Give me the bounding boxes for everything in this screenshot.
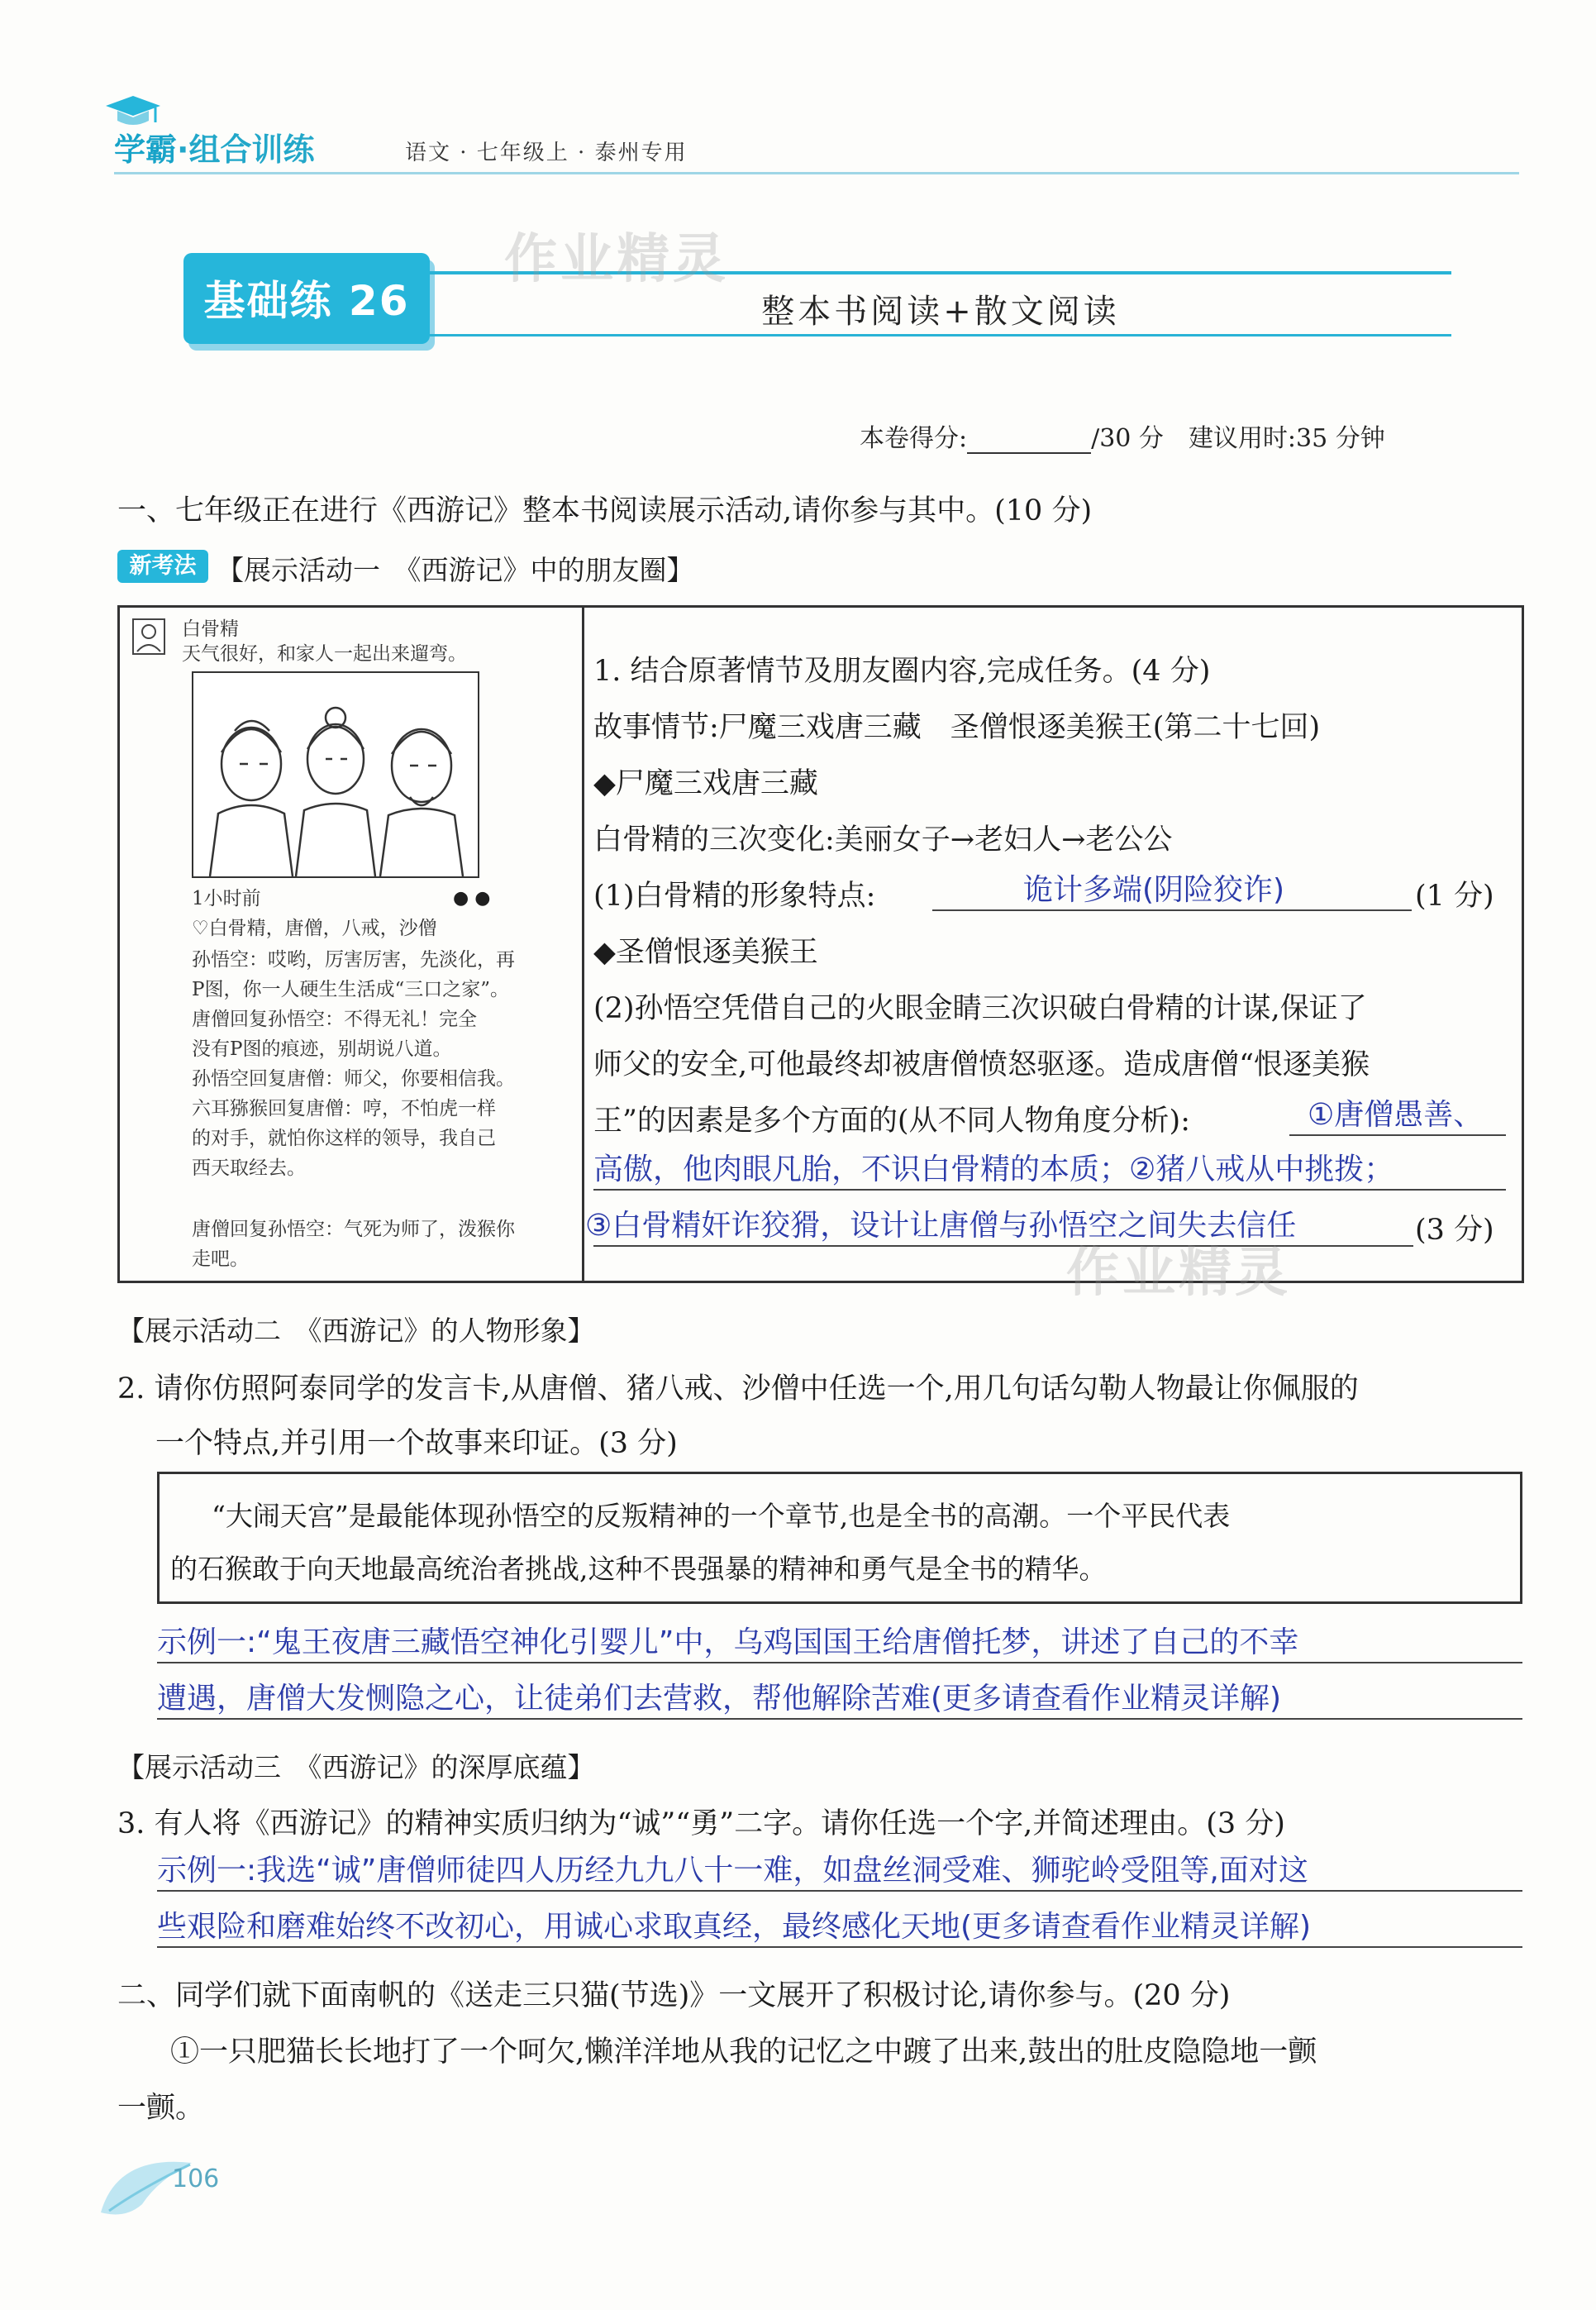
q1-part2-text: (2)孙悟空凭借自己的火眼金睛三次识破白骨精的计谋,保证了	[593, 992, 1367, 1025]
sample-card-text: “大闹天宫”是最能体现孙悟空的反叛精神的一个章节,也是全书的高潮。一个平民代表	[212, 1500, 1231, 1532]
banner-rule-bottom	[430, 334, 1451, 336]
q3-prompt: 3. 有人将《西游记》的精神实质归纳为“诚”“勇”二字。请你任选一个字,并简述理由。(3 分)	[117, 1807, 1285, 1840]
answer-line	[157, 1662, 1522, 1663]
watermark: 作业精灵	[1066, 1243, 1291, 1304]
answer-line	[157, 1718, 1522, 1720]
family-photo	[192, 671, 479, 878]
moments-comment: 走吧。	[192, 1248, 249, 1270]
moments-comment: 六耳猕猴回复唐僧：哼，不怕虎一样	[192, 1098, 496, 1119]
q1-part2-text: 师父的安全,可他最终却被唐僧愤怒驱逐。造成唐僧“恨逐美猴	[593, 1048, 1370, 1081]
moments-comment: 孙悟空：哎哟，厉害厉害，先淡化，再	[192, 949, 515, 971]
passage-paragraph: ①一只肥猫长长地打了一个呵欠,懒洋洋地从我的记忆之中踱了出来,鼓出的肚皮隐隐地一颤	[170, 2036, 1317, 2069]
q2-answer[interactable]: 示例一:“鬼王夜唐三藏悟空神化引婴儿”中，乌鸡国国王给唐僧托梦，讲述了自己的不幸	[157, 1625, 1299, 1659]
new-method-tag: 新考法	[117, 550, 208, 583]
activity2-title: 【展示活动二 《西游记》的人物形象】	[117, 1315, 595, 1347]
moments-comment: 的对手，就怕你这样的领导，我自己	[192, 1128, 496, 1149]
q1-part2-score: (3 分)	[1415, 1214, 1494, 1247]
answer-line	[932, 909, 1412, 911]
q1-prompt: 1. 结合原著情节及朋友圈内容,完成任务。(4 分)	[593, 655, 1211, 688]
q1-part2-answer[interactable]: ①唐僧愚善、	[1308, 1098, 1484, 1132]
moments-comment: 西天取经去。	[192, 1157, 306, 1179]
book-subtitle: 语文 · 七年级上 · 泰州专用	[405, 141, 688, 165]
q1-part2-answer[interactable]: 高傲，他肉眼凡胎，不识白骨精的本质；②猪八戒从中挑拨；	[593, 1153, 1394, 1186]
q2-prompt: 2. 请你仿照阿泰同学的发言卡,从唐僧、猪八戒、沙僧中任选一个,用几句话勾勒人物最让你佩服的	[117, 1372, 1359, 1406]
answer-line	[1289, 1134, 1506, 1136]
brand-logo: 学霸·组合训练	[114, 131, 315, 168]
avatar-icon	[132, 618, 165, 655]
page-number: 106	[172, 2164, 220, 2193]
q2-prompt: 一个特点,并引用一个故事来印证。(3 分)	[155, 1427, 678, 1460]
moments-comment: 没有P图的痕迹，别胡说八道。	[192, 1038, 452, 1060]
q1-part2-answer[interactable]: ③白骨精奸诈狡猾，设计让唐僧与孙悟空之间失去信任	[585, 1209, 1297, 1243]
q1-changes: 白骨精的三次变化:美丽女子→老妇人→老公公	[593, 823, 1173, 857]
moments-time: 1小时前	[192, 888, 261, 909]
moments-user-name: 白骨精	[182, 618, 239, 640]
q1-part1-answer[interactable]: 诡计多端(阴险狡诈)	[1023, 873, 1285, 907]
q3-answer[interactable]: 示例一:我选“诚”唐僧师徒四人历经九九八十一难，如盘丝洞受难、狮驼岭受阻等,面对这	[157, 1854, 1308, 1888]
moments-comment: 唐僧回复孙悟空：不得无礼！完全	[192, 1009, 477, 1030]
q1-sub-heading: ◆尸魔三戏唐三藏	[593, 767, 818, 800]
activity1-title: 【展示活动一 《西游记》中的朋友圈】	[217, 554, 694, 586]
passage-paragraph: 一颤。	[117, 2092, 205, 2125]
lesson-label: 基础练 26	[203, 277, 410, 325]
section1-heading: 一、七年级正在进行《西游记》整本书阅读展示活动,请你参与其中。(10 分)	[117, 494, 1093, 527]
q1-part1-score: (1 分)	[1415, 880, 1494, 913]
moments-comment: P图，你一人硬生生活成“三口之家”。	[192, 979, 509, 1000]
q1-sub-heading: ◆圣僧恨逐美猴王	[593, 936, 818, 969]
moments-likes: ♡白骨精，唐僧，八戒，沙僧	[192, 918, 437, 939]
score-blank[interactable]	[967, 432, 1091, 454]
q3-answer[interactable]: 些艰险和磨难始终不改初心，用诚心求取真经，最终感化天地(更多请查看作业精灵详解)	[157, 1910, 1312, 1944]
lesson-title: 整本书阅读+散文阅读	[761, 293, 1120, 331]
score-line: 本卷得分: /30 分 建议用时:35 分钟	[860, 424, 1385, 453]
activity3-title: 【展示活动三 《西游记》的深厚底蕴】	[117, 1751, 595, 1783]
q2-answer[interactable]: 遭遇，唐僧大发恻隐之心，让徒弟们去营救，帮他解除苦难(更多请查看作业精灵详解)	[157, 1682, 1282, 1716]
q1-plot: 故事情节:尸魔三戏唐三藏 圣僧恨逐美猴王(第二十七回)	[593, 711, 1321, 744]
moments-comment: 唐僧回复孙悟空：气死为师了，泼猴你	[192, 1219, 515, 1240]
q1-part1-label: (1)白骨精的形象特点:	[593, 880, 876, 913]
answer-line	[157, 1890, 1522, 1892]
box-divider	[582, 605, 584, 1283]
answer-line	[593, 1189, 1506, 1191]
section2-heading: 二、同学们就下面南帆的《送走三只猫(节选)》一文展开了积极讨论,请你参与。(20 分)	[117, 1979, 1231, 2012]
header-divider	[114, 172, 1519, 174]
more-options-icon[interactable]: ● ●	[453, 888, 491, 909]
q1-part2-text: 王”的因素是多个方面的(从不同人物角度分析):	[593, 1105, 1190, 1138]
watermark: 作业精灵	[504, 229, 729, 290]
moments-post-text: 天气很好，和家人一起出来遛弯。	[182, 643, 467, 665]
answer-line	[157, 1946, 1522, 1948]
lesson-badge	[183, 253, 430, 344]
moments-comment: 孙悟空回复唐僧：师父，你要相信我。	[192, 1068, 515, 1090]
sample-card-text: 的石猴敢于向天地最高统治者挑战,这种不畏强暴的精神和勇气是全书的精华。	[170, 1553, 1107, 1585]
